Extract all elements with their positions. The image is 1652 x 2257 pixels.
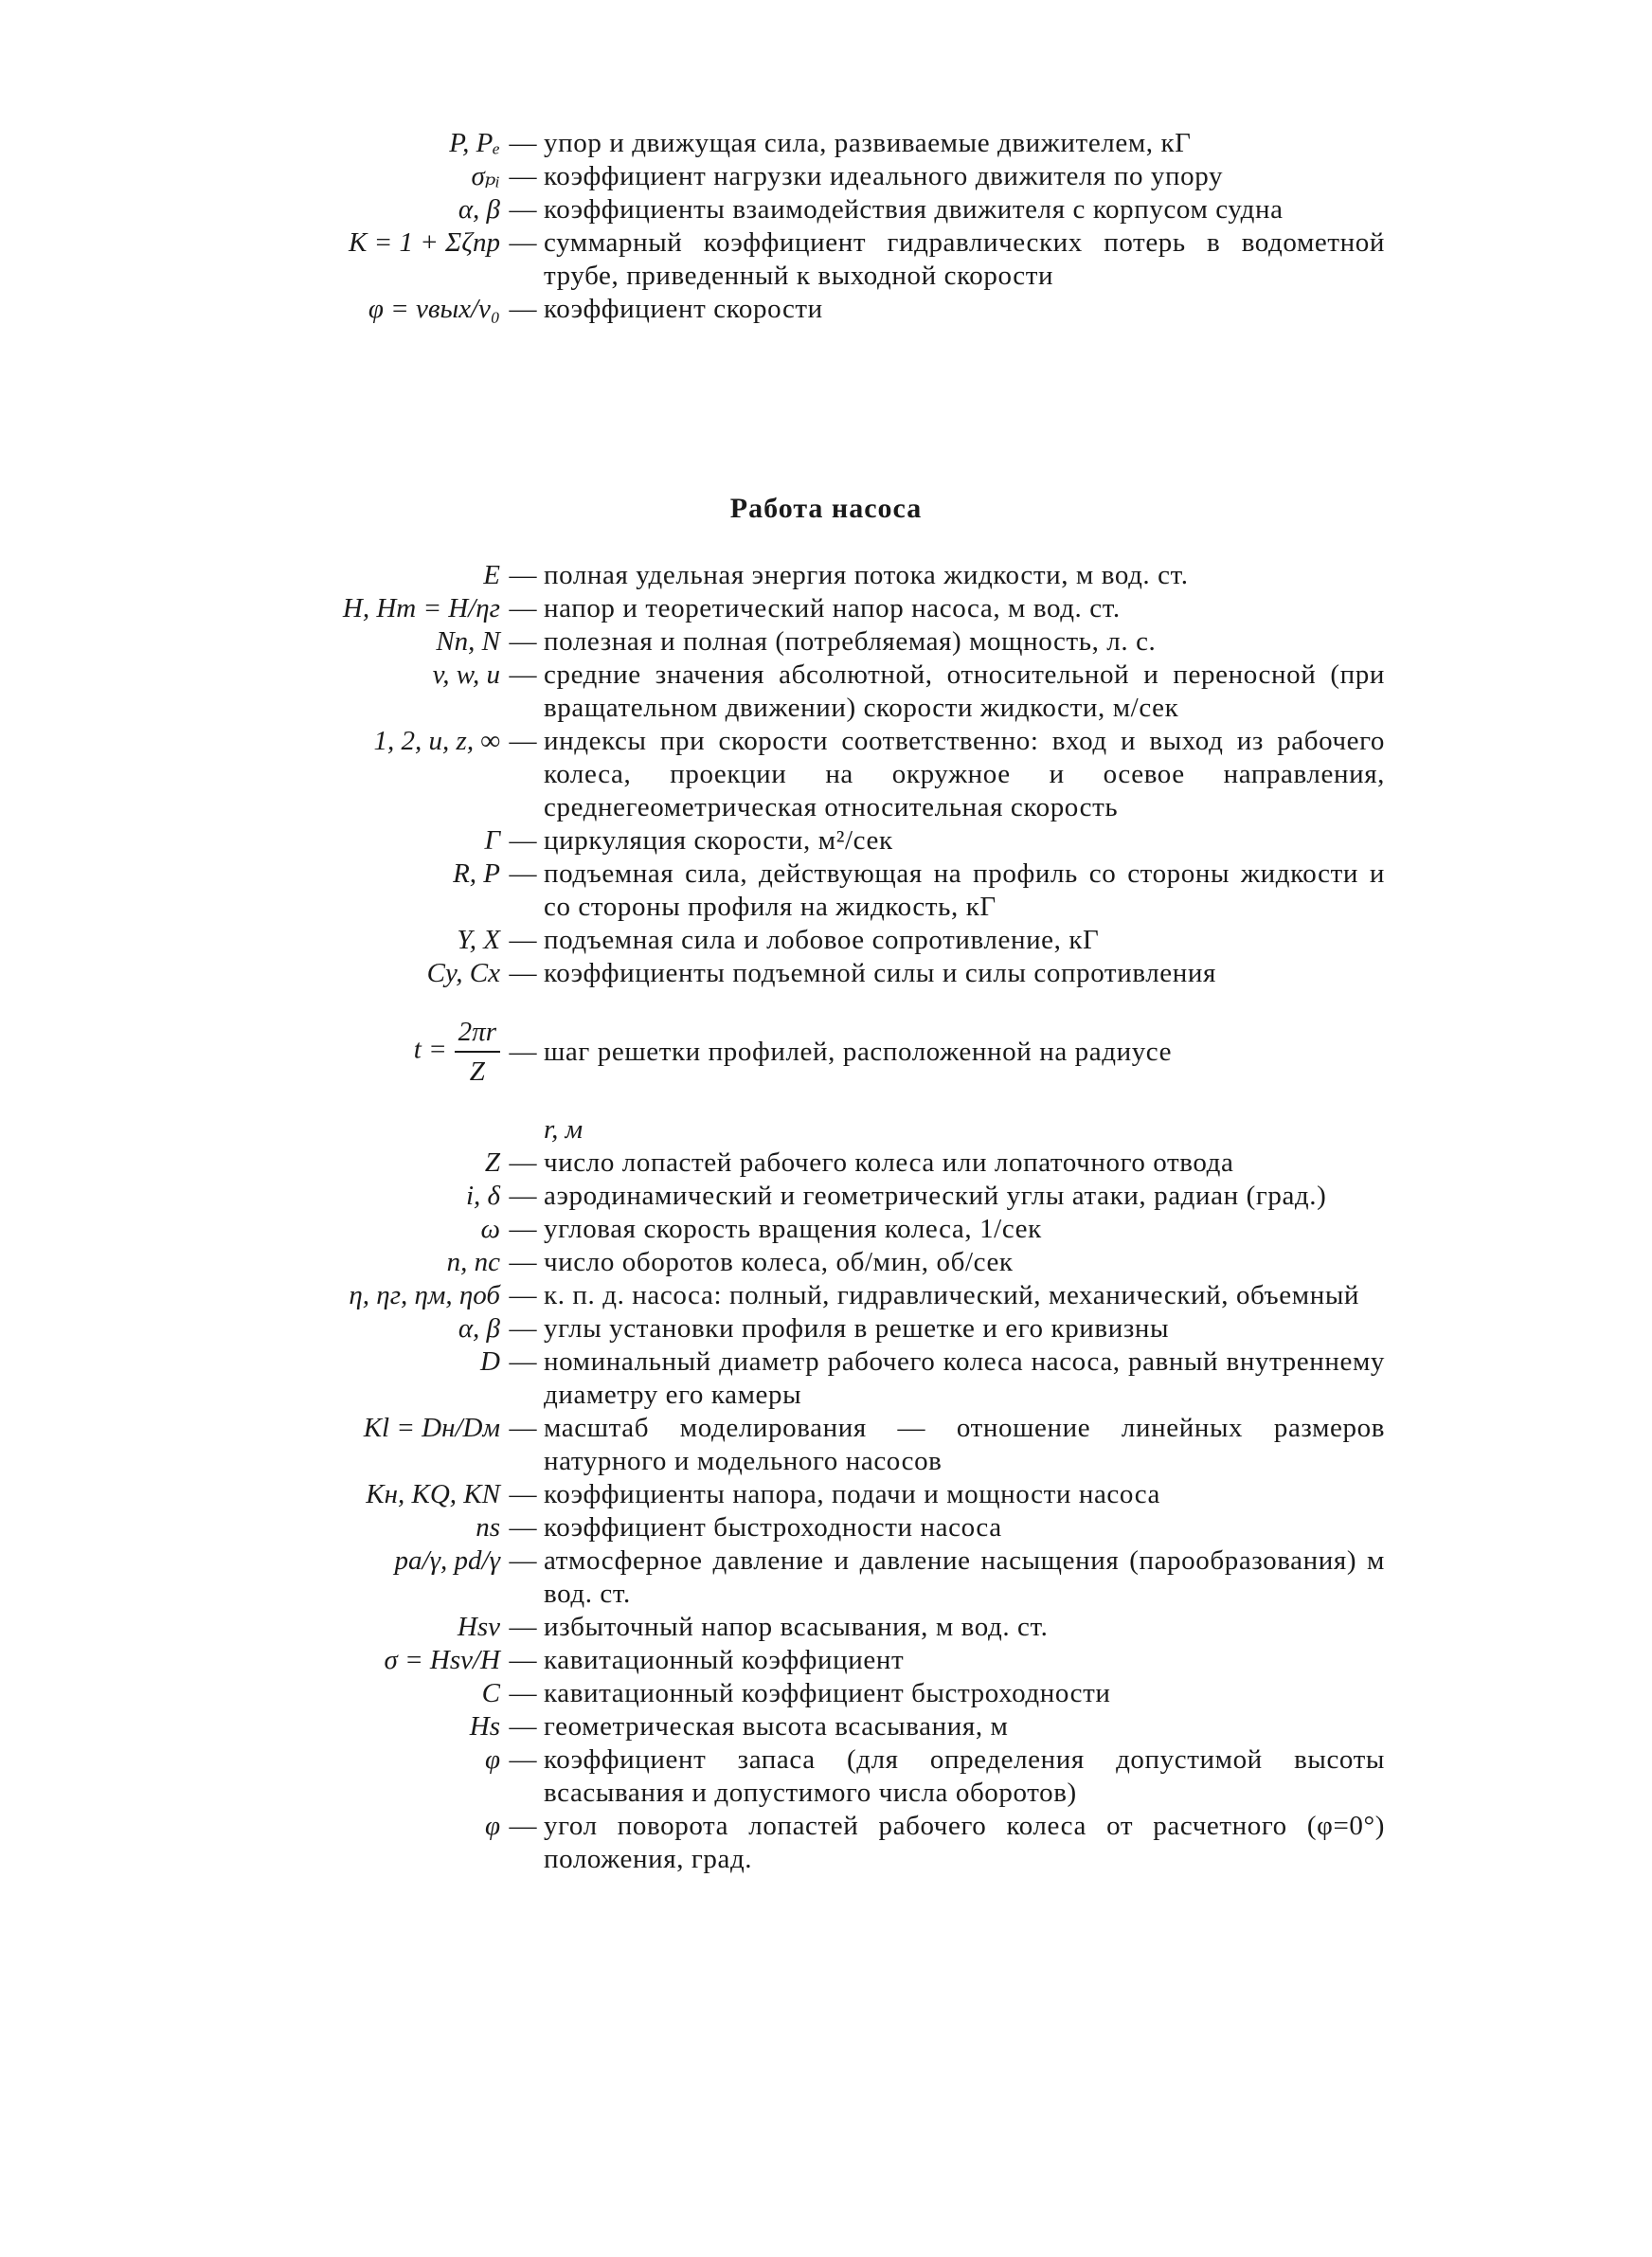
entry-definition: угол поворота лопастей рабочего колеса от расчетного (φ=0°) положения, град. xyxy=(544,1811,1385,1874)
glossary-entry xyxy=(0,1412,1652,1478)
entry-symbol: R, P xyxy=(453,858,500,889)
entry-symbol: α, β xyxy=(458,1313,500,1344)
entry-definition: шаг решетки профилей, расположенной на радиусе xyxy=(544,1036,1173,1067)
em-dash: — xyxy=(509,294,537,324)
glossary-entry xyxy=(0,193,1652,226)
fraction-numerator: 2πr xyxy=(455,1013,500,1053)
entry-symbol: φ xyxy=(484,1744,500,1775)
entry-symbol: ω xyxy=(480,1214,500,1244)
step-lhs: t = xyxy=(413,1034,447,1065)
em-dash: — xyxy=(509,1512,537,1543)
em-dash: — xyxy=(509,925,537,955)
entry-definition: коэффициент нагрузки идеального движителя по упору xyxy=(544,161,1224,191)
fraction-denominator: Z xyxy=(469,1056,485,1087)
em-dash: — xyxy=(509,1612,537,1642)
em-dash: — xyxy=(509,659,537,690)
em-dash: — xyxy=(509,1744,537,1775)
em-dash: — xyxy=(509,1346,537,1377)
entry-symbol: D xyxy=(480,1346,500,1377)
em-dash: — xyxy=(509,1645,537,1675)
glossary-entry xyxy=(0,1312,1652,1345)
entry-symbol: η, ηг, ηм, ηоб xyxy=(349,1280,500,1310)
em-dash: — xyxy=(509,161,537,191)
entry-definition: суммарный коэффициент гидравлических потерь в водометной трубе, приведенный к выходной скорости xyxy=(544,227,1385,291)
em-dash: — xyxy=(509,825,537,856)
section-title: Работа насоса xyxy=(729,493,923,524)
glossary-block-propulsion xyxy=(0,127,1652,326)
entry-symbol: H, Hт = H/ηг xyxy=(342,593,500,623)
em-dash: — xyxy=(509,1247,537,1277)
em-dash: — xyxy=(509,1036,537,1067)
entry-definition: индексы при скорости соответственно: вход и выход из рабочего колеса, проекции на окружное и осевое направления, среднегеометрическая относительная скорость xyxy=(544,726,1385,822)
entry-definition: коэффициенты подъемной силы и силы сопротивления xyxy=(544,958,1216,988)
entry-symbol: pa/γ, pd/γ xyxy=(394,1545,500,1576)
entry-symbol: Nп, N xyxy=(436,626,500,657)
glossary-entry xyxy=(0,659,1652,725)
em-dash: — xyxy=(509,194,537,225)
em-dash: — xyxy=(509,958,537,988)
entry-definition: полезная и полная (потребляемая) мощность, л. с. xyxy=(544,626,1157,657)
em-dash: — xyxy=(509,726,537,756)
entry-symbol: σ = Hsv/H xyxy=(384,1645,500,1675)
entry-definition: коэффициенты напора, подачи и мощности насоса xyxy=(544,1479,1161,1509)
entry-symbol: φ xyxy=(484,1811,500,1841)
glossary-entry xyxy=(0,160,1652,193)
entry-definition: аэродинамический и геометрический углы атаки, радиан (град.) xyxy=(544,1181,1327,1211)
em-dash: — xyxy=(509,593,537,623)
glossary-entry xyxy=(0,1147,1652,1180)
glossary-entry xyxy=(0,1511,1652,1544)
entry-symbol: Kн, KQ, KN xyxy=(366,1479,500,1509)
glossary-entry xyxy=(0,725,1652,824)
em-dash: — xyxy=(509,1280,537,1310)
entry-definition: номинальный диаметр рабочего колеса насоса, равный внутреннему диаметру его камеры xyxy=(544,1346,1385,1410)
entry-definition: коэффициент быстроходности насоса xyxy=(544,1512,1002,1543)
glossary-entry xyxy=(0,1677,1652,1710)
entry-definition: углы установки профиля в решетке и его кривизны xyxy=(544,1313,1170,1344)
entry-definition: подъемная сила и лобовое сопротивление, кГ xyxy=(544,925,1100,955)
entry-definition: масштаб моделирования — отношение линейных размеров натурного и модельного насосов xyxy=(544,1413,1385,1476)
glossary-entry xyxy=(0,127,1652,160)
entry-definition: к. п. д. насоса: полный, гидравлический, механический, объемный xyxy=(544,1280,1360,1310)
entry-symbol: P, Pₑ xyxy=(449,128,500,158)
glossary-entry xyxy=(0,1478,1652,1511)
glossary-entry xyxy=(0,1644,1652,1677)
glossary-entry xyxy=(0,858,1652,924)
entry-symbol: C xyxy=(481,1678,500,1708)
entry-definition: атмосферное давление и давление насыщения (парообразования) м вод. ст. xyxy=(544,1545,1385,1609)
em-dash: — xyxy=(509,1811,537,1841)
entry-definition: коэффициенты взаимодействия движителя с корпусом судна xyxy=(544,194,1284,225)
entry-definition: угловая скорость вращения колеса, 1/сек xyxy=(544,1214,1042,1244)
entry-symbol: K = 1 + Σζпр xyxy=(349,227,500,258)
em-dash: — xyxy=(509,626,537,657)
glossary-entry xyxy=(0,592,1652,625)
entry-symbol: ns xyxy=(476,1512,500,1543)
em-dash: — xyxy=(509,1479,537,1509)
em-dash: — xyxy=(509,560,537,590)
glossary-entry-step xyxy=(0,990,1652,1113)
entry-definition: число лопастей рабочего колеса или лопаточного отвода xyxy=(544,1147,1234,1178)
entry-definition: подъемная сила, действующая на профиль со стороны жидкости и со стороны профиля на жидкость, кГ xyxy=(544,858,1385,922)
glossary-entry xyxy=(0,1544,1652,1611)
em-dash: — xyxy=(509,858,537,889)
entry-definition: циркуляция скорости, м²/сек xyxy=(544,825,893,856)
entry-symbol: Kl = Dн/Dм xyxy=(363,1413,500,1443)
entry-symbol: Z xyxy=(484,1147,500,1178)
entry-symbol: n, nс xyxy=(446,1247,500,1277)
entry-symbol: Γ xyxy=(484,825,500,856)
em-dash: — xyxy=(509,128,537,158)
glossary-entry xyxy=(0,1246,1652,1279)
entry-definition: кавитационный коэффициент быстроходности xyxy=(544,1678,1111,1708)
entry-definition: геометрическая высота всасывания, м xyxy=(544,1711,1009,1742)
entry-symbol: i, δ xyxy=(465,1181,500,1211)
entry-symbol: α, β xyxy=(458,194,500,225)
entry-symbol: Cy, Cx xyxy=(426,958,500,988)
entry-symbol: Hsv xyxy=(457,1612,500,1642)
glossary-entry-continuation xyxy=(0,1113,1652,1147)
entry-symbol: Y, X xyxy=(457,925,500,955)
entry-definition: кавитационный коэффициент xyxy=(544,1645,905,1675)
glossary-entry xyxy=(0,625,1652,659)
glossary-entry xyxy=(0,1810,1652,1876)
entry-symbol: φ = vвых/v₀ xyxy=(368,294,500,324)
entry-definition: число оборотов колеса, об/мин, об/сек xyxy=(544,1247,1014,1277)
glossary-entry xyxy=(0,1213,1652,1246)
entry-definition: средние значения абсолютной, относительной и переносной (при вращательном движении) скорости жидкости, м/сек xyxy=(544,659,1385,723)
entry-symbol: Hs xyxy=(469,1711,500,1742)
glossary-entry xyxy=(0,293,1652,326)
em-dash: — xyxy=(509,1181,537,1211)
glossary-entry xyxy=(0,1345,1652,1412)
em-dash: — xyxy=(509,1545,537,1576)
entry-definition: полная удельная энергия потока жидкости, м вод. ст. xyxy=(544,560,1189,590)
entry-symbol xyxy=(0,1013,502,1091)
entry-symbol: E xyxy=(483,560,500,590)
em-dash: — xyxy=(509,1711,537,1742)
glossary-entry xyxy=(0,1743,1652,1810)
em-dash: — xyxy=(509,1678,537,1708)
glossary-entry xyxy=(0,226,1652,293)
glossary-entry xyxy=(0,1180,1652,1213)
entry-definition: коэффициент запаса (для определения допустимой высоты всасывания и допустимого числа оборотов) xyxy=(544,1744,1385,1808)
entry-definition: коэффициент скорости xyxy=(544,294,823,324)
em-dash: — xyxy=(509,1313,537,1344)
entry-definition: избыточный напор всасывания, м вод. ст. xyxy=(544,1612,1049,1642)
entry-definition: напор и теоретический напор насоса, м вод. ст. xyxy=(544,593,1121,623)
glossary-entry xyxy=(0,924,1652,957)
glossary-block-pump xyxy=(0,559,1652,1876)
em-dash: — xyxy=(509,1147,537,1178)
glossary-entry xyxy=(0,559,1652,592)
glossary-entry xyxy=(0,1710,1652,1743)
em-dash: — xyxy=(509,1413,537,1443)
glossary-entry xyxy=(0,957,1652,990)
glossary-entry xyxy=(0,1611,1652,1644)
entry-symbol: v, w, u xyxy=(432,659,500,690)
em-dash: — xyxy=(509,227,537,258)
glossary-entry xyxy=(0,824,1652,858)
glossary-entry xyxy=(0,1279,1652,1312)
entry-symbol: σₚᵢ xyxy=(471,161,500,191)
entry-symbol: 1, 2, u, z, ∞ xyxy=(373,726,500,756)
step-fraction xyxy=(455,1013,500,1091)
em-dash: — xyxy=(509,1214,537,1244)
entry-definition: упор и движущая сила, развиваемые движителем, кГ xyxy=(544,128,1192,158)
entry-continuation: r, м xyxy=(544,1114,584,1145)
